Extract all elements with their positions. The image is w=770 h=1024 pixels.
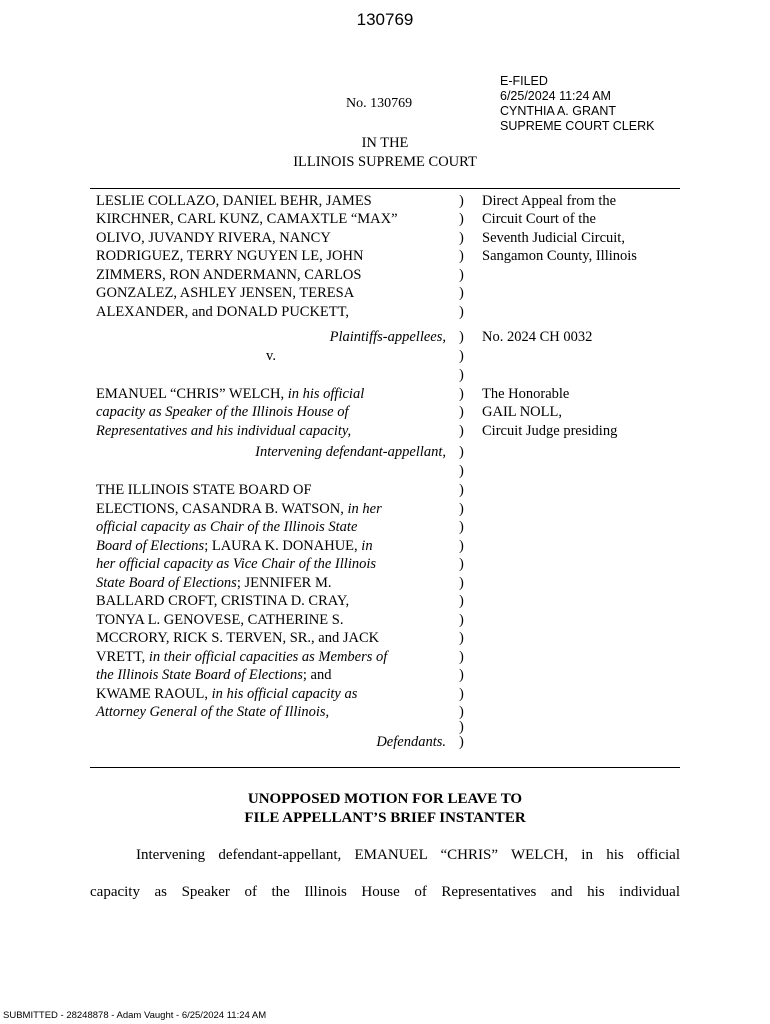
body-text-line: Intervening defendant-appellant, EMANUEL “CHRIS” WELCH, in his official	[136, 847, 680, 863]
paren: )	[459, 501, 464, 517]
defendant-capacity: State Board of Elections	[96, 575, 237, 591]
plaintiff-line: OLIVO, JUVANDY RIVERA, NANCY	[96, 230, 331, 246]
defendant-text: ; JENNIFER M.	[236, 575, 332, 591]
defendant-line	[96, 518, 446, 536]
plaintiff-line: RODRIGUEZ, TERRY NGUYEN LE, JOHN	[96, 248, 364, 264]
court-heading-line: ILLINOIS SUPREME COURT	[293, 154, 477, 170]
paren: )	[459, 230, 464, 246]
paren: )	[459, 285, 464, 301]
paren: )	[459, 423, 464, 439]
divider	[90, 767, 680, 768]
paren: )	[459, 367, 464, 383]
paren: )	[459, 538, 464, 554]
defendant-capacity: Board of Elections	[96, 538, 205, 554]
intervenor-line	[96, 422, 446, 440]
intervenor-name: EMANUEL “CHRIS” WELCH,	[96, 386, 285, 402]
judge-line: The Honorable	[482, 386, 570, 402]
paren: )	[459, 630, 464, 646]
defendant-text: KWAME RAOUL,	[96, 686, 208, 702]
defendant-line: TONYA L. GENOVESE, CATHERINE S.	[96, 612, 344, 628]
defendant-line	[96, 648, 446, 666]
document-number: 130769	[356, 10, 414, 29]
paren: )	[459, 404, 464, 420]
intervenor-line	[96, 385, 446, 403]
efiled-line: SUPREME COURT CLERK	[500, 119, 655, 133]
motion-title	[0, 790, 770, 828]
paren: )	[459, 593, 464, 609]
paren: )	[459, 304, 464, 320]
paren: )	[459, 329, 464, 345]
appeal-line: Seventh Judicial Circuit,	[482, 230, 625, 246]
defendant-text: ,	[325, 704, 330, 720]
paren: )	[459, 463, 464, 479]
paren: )	[459, 686, 464, 702]
paren: )	[459, 386, 464, 402]
defendant-text: ; LAURA K. DONAHUE,	[204, 538, 358, 554]
paren: )	[459, 649, 464, 665]
intervenor-capacity: in his official	[287, 386, 365, 402]
plaintiff-line: ALEXANDER, and DONALD PUCKETT,	[96, 304, 350, 320]
versus: v.	[266, 348, 276, 364]
plaintiff-line: LESLIE COLLAZO, DANIEL BEHR, JAMES	[96, 193, 372, 209]
appeal-line: Sangamon County, Illinois	[482, 248, 637, 264]
judge-line: Circuit Judge presiding	[482, 423, 618, 439]
defendant-capacity: in her	[347, 501, 382, 517]
plaintiffs-role	[96, 328, 446, 346]
lower-case-number: No. 2024 CH 0032	[482, 329, 593, 345]
paren: )	[459, 193, 464, 209]
plaintiff-line: ZIMMERS, RON ANDERMANN, CARLOS	[96, 267, 362, 283]
defendant-capacity: in their official capacities as Members of	[148, 649, 388, 665]
paren: )	[459, 704, 464, 720]
paren: )	[459, 575, 464, 591]
plaintiffs-role-text: Plaintiffs-appellees,	[329, 329, 446, 345]
plaintiff-line: GONZALEZ, ASHLEY JENSEN, TERESA	[96, 285, 355, 301]
paren: )	[459, 719, 464, 735]
divider	[90, 188, 680, 189]
paren: )	[459, 612, 464, 628]
body-text-line: capacity as Speaker of the Illinois House of Representatives and his individual	[90, 884, 680, 900]
judge-line: GAIL NOLL,	[482, 404, 562, 420]
paren: )	[459, 734, 464, 750]
paren: )	[459, 267, 464, 283]
paren: )	[459, 211, 464, 227]
defendants-role	[96, 733, 446, 751]
paren: )	[459, 667, 464, 683]
paren: )	[459, 348, 464, 364]
defendant-capacity: in his official capacity as	[211, 686, 358, 702]
paren: )	[459, 444, 464, 460]
paren: )	[459, 556, 464, 572]
defendant-text: VRETT,	[96, 649, 146, 665]
defendants-role-text: Defendants.	[376, 734, 446, 750]
appeal-line: Direct Appeal from the	[482, 193, 617, 209]
defendant-capacity: official capacity as Chair of the Illinois State	[96, 519, 358, 535]
efiled-line: E-FILED	[500, 74, 548, 88]
efiled-line: 6/25/2024 11:24 AM	[500, 89, 611, 103]
case-number: No. 130769	[346, 96, 413, 111]
defendant-capacity: her official capacity as Vice Chair of the Illinois	[96, 556, 377, 572]
defendant-line: THE ILLINOIS STATE BOARD OF	[96, 482, 312, 498]
intervenor-role	[96, 443, 446, 461]
paren: )	[459, 482, 464, 498]
defendant-capacity: in	[361, 538, 373, 554]
defendant-line	[96, 703, 446, 721]
motion-title-line: FILE APPELLANT’S BRIEF INSTANTER	[244, 810, 526, 826]
defendant-line	[96, 555, 446, 573]
paren: )	[459, 248, 464, 264]
defendant-line: BALLARD CROFT, CRISTINA D. CRAY,	[96, 593, 350, 609]
defendant-line	[96, 574, 446, 592]
efiled-stamp	[500, 74, 654, 134]
defendant-text: ; and	[302, 667, 332, 683]
intervenor-line	[96, 403, 446, 421]
defendant-capacity: the Illinois State Board of Elections	[96, 667, 303, 683]
defendant-line	[96, 666, 446, 684]
efiled-line: CYNTHIA A. GRANT	[500, 104, 616, 118]
intervenor-capacity: Representatives and his individual capacity,	[96, 423, 352, 439]
defendant-line	[96, 537, 446, 555]
submission-footer: SUBMITTED - 28248878 - Adam Vaught - 6/25/2024 11:24 AM	[3, 1010, 267, 1021]
defendant-line: MCCRORY, RICK S. TERVEN, SR., and JACK	[96, 630, 380, 646]
appeal-line: Circuit Court of the	[482, 211, 596, 227]
paren: )	[459, 519, 464, 535]
defendant-text: ELECTIONS, CASANDRA B. WATSON,	[96, 501, 344, 517]
intervenor-capacity: capacity as Speaker of the Illinois House of	[96, 404, 349, 420]
defendant-line	[96, 685, 446, 703]
plaintiff-line: KIRCHNER, CARL KUNZ, CAMAXTLE “MAX”	[96, 211, 398, 227]
court-heading-line: IN THE	[361, 135, 409, 151]
defendant-capacity: Attorney General of the State of Illinois	[96, 704, 326, 720]
motion-title-line: UNOPPOSED MOTION FOR LEAVE TO	[247, 791, 523, 807]
defendant-line	[96, 500, 446, 518]
court-heading	[0, 134, 770, 172]
intervenor-role-text: Intervening defendant-appellant,	[255, 444, 446, 460]
